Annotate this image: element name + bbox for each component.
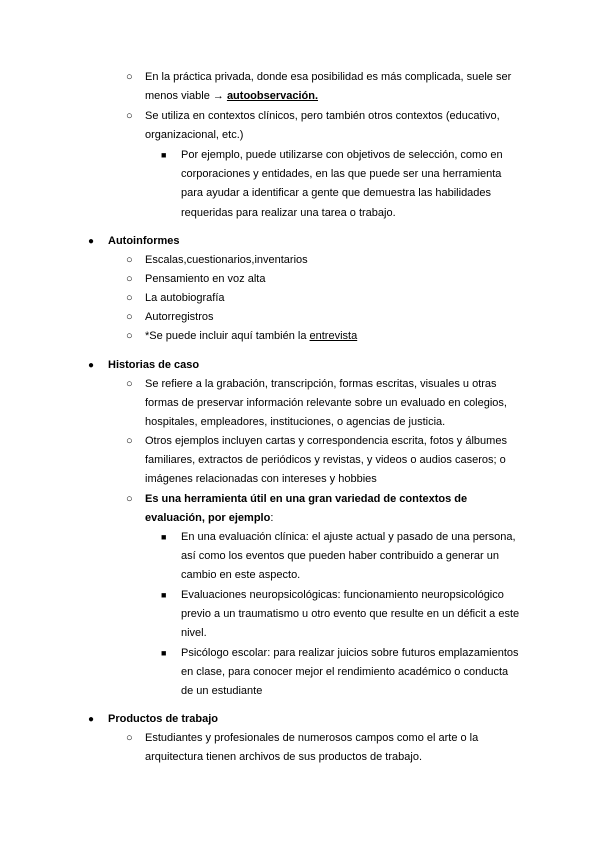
list-item-text: En la práctica privada, donde esa posibilidad es más complicada, suele ser menos viable → (145, 71, 512, 103)
hollow-bullet-icon: ○ (126, 311, 133, 323)
list-item-text: Psicólogo escolar: para realizar juicios sobre futuros emplazamientos en clase, para conocer mejor el rendimiento académico o conducta de un estudiante (181, 647, 519, 698)
list-item-text: Estudiantes y profesionales de numerosos campos como el arte o la arquitectura tienen archivos de sus productos de trabajo. (145, 732, 479, 764)
list-item (161, 586, 521, 644)
list-item-text: Evaluaciones neuropsicológicas: funcionamiento neuropsicológico previo a un traumatismo u otro evento que resulte en un déficit a este nivel. (181, 589, 520, 640)
list-item (126, 270, 525, 289)
entrevista-link[interactable]: entrevista (309, 330, 358, 342)
hollow-bullet-icon: ○ (126, 732, 133, 744)
section-historias-de-caso (88, 356, 508, 375)
list-item (126, 432, 520, 490)
autoobservacion-link[interactable]: autoobservación. (226, 90, 319, 103)
square-bullet-icon: ■ (161, 532, 167, 542)
hollow-bullet-icon: ○ (126, 273, 133, 285)
filled-bullet-icon: ● (88, 714, 95, 725)
list-item (126, 729, 505, 767)
hollow-bullet-icon: ○ (126, 292, 133, 304)
filled-bullet-icon: ● (88, 236, 95, 247)
list-item-text: Autorregistros (145, 311, 214, 323)
square-bullet-icon: ■ (161, 150, 167, 160)
list-item (126, 107, 525, 145)
list-item-text: Otros ejemplos incluyen cartas y correspondencia escrita, fotos y álbumes familiares, extractos de periódicos y revistas, y videos o audios caseros; o imágenes relacionadas con intereses y hobbies (145, 435, 507, 486)
section-title: Productos de trabajo (108, 713, 219, 725)
list-item-text: La autobiografía (145, 292, 225, 304)
hollow-bullet-icon: ○ (126, 110, 133, 122)
list-item (126, 289, 525, 308)
list-item (161, 528, 521, 586)
square-bullet-icon: ■ (161, 590, 167, 600)
section-autoinformes (88, 232, 508, 251)
hollow-bullet-icon: ○ (126, 435, 133, 447)
list-item (126, 251, 525, 270)
section-productos-de-trabajo (88, 710, 508, 729)
list-item-text: Por ejemplo, puede utilizarse con objetivos de selección, como en corporaciones y entidades, en las que puede ser una herramienta para ayudar a identificar a gente que demuestra las habilidades requeridas para realizar una tarea o trabajo. (181, 149, 503, 219)
list-item-text: : (270, 512, 274, 525)
hollow-bullet-icon: ○ (126, 71, 133, 83)
square-bullet-icon: ■ (161, 648, 167, 658)
list-item (161, 644, 521, 702)
list-item-text: Escalas,cuestionarios,inventarios (145, 254, 308, 266)
list-item-text: Pensamiento en voz alta (145, 273, 266, 285)
list-item (126, 68, 525, 106)
list-item-text: En una evaluación clínica: el ajuste actual y pasado de una persona, así como los eventos que pueden haber contribuido a generar un cambio en este aspecto. (181, 531, 516, 582)
hollow-bullet-icon: ○ (126, 378, 133, 390)
section-title: Autoinformes (108, 235, 180, 247)
hollow-bullet-icon: ○ (126, 493, 133, 505)
hollow-bullet-icon: ○ (126, 330, 133, 342)
list-item-text: Se utiliza en contextos clínicos, pero también otros contextos (educativo, organizacional, etc.) (145, 110, 500, 142)
section-title: Historias de caso (108, 359, 200, 371)
list-item-text-bold: Es una herramienta útil en una gran variedad de contextos de evaluación, por ejemplo (145, 493, 468, 525)
list-item (126, 308, 525, 327)
list-item (161, 146, 521, 223)
list-item-text: Se refiere a la grabación, transcripción, formas escritas, visuales u otras formas de preservar información relevante sobre un evaluado en colegios, hospitales, empleadores, instituciones, o agencias de justicia. (145, 378, 507, 429)
filled-bullet-icon: ● (88, 360, 95, 371)
list-item (126, 327, 525, 346)
list-item (126, 375, 520, 433)
hollow-bullet-icon: ○ (126, 254, 133, 266)
list-item-text: *Se puede incluir aquí también la (145, 330, 310, 342)
list-item (126, 490, 520, 528)
